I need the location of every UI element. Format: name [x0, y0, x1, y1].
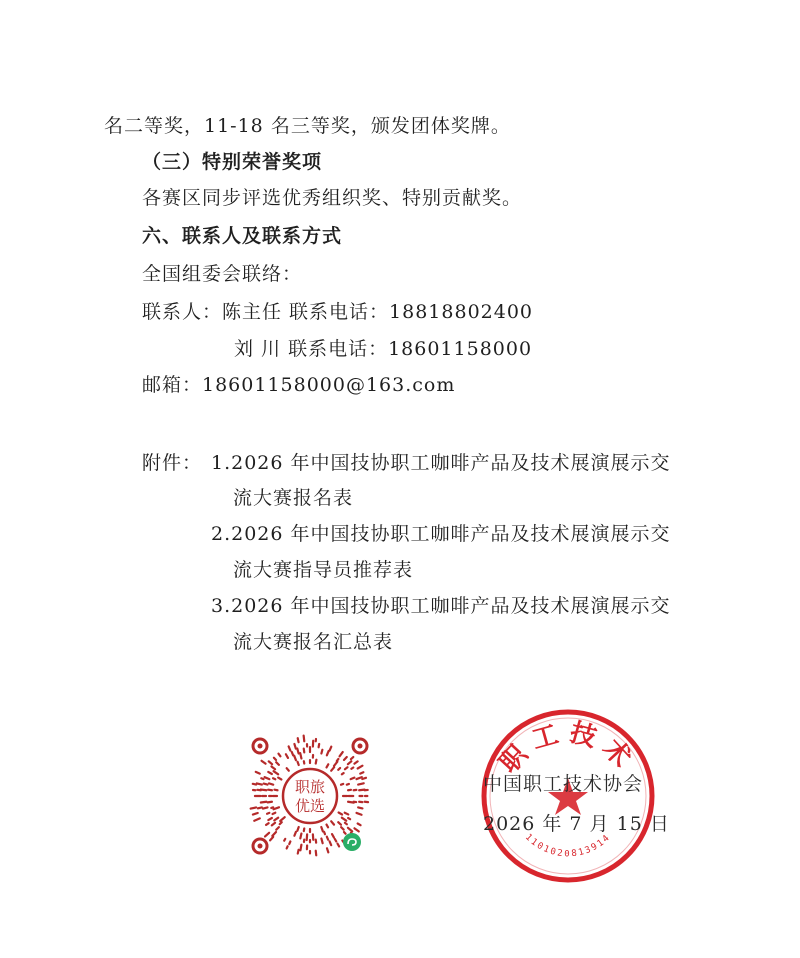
- qr-code-ray: [335, 839, 337, 842]
- qr-code-ray: [269, 761, 272, 764]
- qr-code-ray: [257, 783, 262, 784]
- qr-code-ray: [253, 784, 256, 785]
- qr-code-ray: [316, 760, 317, 764]
- qr-code-ray: [327, 764, 329, 767]
- qr-code-ray: [271, 766, 275, 769]
- qr-code-ray: [276, 762, 279, 765]
- qr-code-ray: [258, 807, 262, 808]
- qr-code-ray: [324, 832, 325, 834]
- qr-code-ray: [341, 827, 344, 830]
- qr-code-ray: [339, 813, 342, 815]
- qr-code-ray: [298, 850, 299, 854]
- qr-code-ray: [344, 832, 346, 834]
- official-seal: [478, 706, 658, 886]
- qr-code-ray: [269, 783, 273, 784]
- qr-code-ray: [344, 757, 347, 760]
- attachment-item-1-line1: 1.2026 年中国技协职工咖啡产品及技术展演展示交: [211, 452, 671, 474]
- qr-code-ray: [345, 767, 348, 769]
- qr-code-ray: [331, 767, 334, 771]
- qr-code-ray: [300, 845, 301, 851]
- qr-code-ray: [300, 753, 301, 758]
- attachment-item-2-line2: 流大赛指导员推荐表: [233, 559, 414, 581]
- contact-email: 邮箱：18601158000@163.com: [142, 374, 456, 396]
- qr-code-ray: [274, 807, 279, 809]
- qr-code-ray: [280, 817, 285, 821]
- qr-code-ray: [274, 790, 277, 791]
- qr-finder-dot: [358, 744, 363, 749]
- qr-code-ray: [330, 747, 332, 751]
- qr-code-ray: [292, 752, 293, 755]
- qr-code-ray: [253, 813, 258, 815]
- qr-code-ray: [354, 761, 357, 763]
- qr-code-ray: [265, 833, 269, 837]
- qr-code-ray: [287, 768, 289, 771]
- qr-code-ray: [321, 827, 323, 831]
- qr-code-ray: [334, 762, 337, 766]
- qr-code-ray: [274, 818, 278, 821]
- qr-code-ray: [280, 822, 282, 824]
- seal-serial-number: 1101020813914: [522, 832, 614, 860]
- qr-code-ray: [341, 784, 343, 785]
- qr-code-ray: [358, 766, 363, 769]
- attachment-item-2-line1: 2.2026 年中国技协职工咖啡产品及技术展演展示交: [211, 523, 671, 545]
- qr-code-ray: [268, 818, 272, 820]
- committee-contact-label: 全国组委会联络：: [142, 263, 303, 285]
- qr-code-ray: [272, 832, 276, 836]
- qr-code-ray: [300, 834, 301, 839]
- qr-code-ray: [268, 772, 272, 774]
- qr-code-ray: [330, 841, 332, 845]
- qr-code-ray: [331, 821, 334, 824]
- qr-code-ray: [278, 754, 280, 757]
- qr-code-ray: [286, 754, 288, 758]
- qr-code-ray: [274, 771, 279, 774]
- qr-code-ray: [327, 837, 328, 840]
- qr-code-ray: [298, 738, 299, 742]
- qr-code-ray: [256, 772, 260, 774]
- qr-code-ray: [327, 825, 329, 828]
- qr-code-ray: [340, 752, 343, 756]
- qr-code-ray: [278, 778, 281, 780]
- qr-code-ray: [263, 807, 267, 808]
- qr-code-ray: [272, 823, 275, 826]
- qr-code-ray: [271, 807, 273, 808]
- qr-code-ray: [270, 837, 273, 840]
- mini-program-qr-code[interactable]: [248, 734, 372, 858]
- qr-code-ray: [357, 777, 362, 779]
- qr-code-ray: [273, 813, 276, 814]
- qr-code-ray: [276, 827, 279, 830]
- qr-code-ray: [266, 823, 269, 825]
- qr-code-ray: [267, 813, 269, 814]
- qr-code-ray: [360, 772, 363, 773]
- seal-top-text: 职工技术: [494, 717, 642, 780]
- qr-code-ray: [351, 757, 353, 759]
- qr-code-ray: [358, 824, 361, 826]
- qr-badge-text-top: 职旅: [294, 778, 326, 796]
- qr-code-ray: [262, 761, 266, 764]
- qr-code-ray: [338, 822, 341, 825]
- qr-code-ray: [348, 761, 351, 764]
- qr-code-ray: [294, 832, 296, 836]
- special-awards-text: 各赛区同步评选优秀组织奖、特别贡献奖。: [142, 187, 523, 209]
- attachments-label: 附件：: [142, 452, 203, 474]
- signature-date: 2026 年 7 月 15 日: [483, 813, 670, 835]
- qr-finder-dot: [258, 744, 263, 749]
- qr-code-ray: [289, 746, 291, 750]
- qr-finder-dot: [258, 844, 263, 849]
- qr-code-ray: [354, 828, 358, 831]
- qr-code-ray: [348, 828, 352, 832]
- qr-code-ray: [261, 778, 263, 779]
- attachment-item-1-line2: 流大赛报名表: [233, 487, 354, 509]
- qr-code-ray: [268, 790, 272, 791]
- qr-badge-text-bottom: 优选: [294, 797, 326, 815]
- qr-code-ray: [254, 818, 259, 820]
- qr-code-ray: [358, 783, 364, 784]
- qr-code-ray: [348, 818, 350, 819]
- qr-code-ray: [304, 736, 305, 742]
- qr-code-ray: [342, 773, 344, 774]
- qr-code-ray: [274, 758, 276, 760]
- qr-code-ray: [327, 751, 329, 755]
- qr-code-ray: [297, 827, 298, 831]
- qr-code-ray: [273, 778, 275, 779]
- qr-code-ray: [321, 839, 322, 844]
- qr-code-ray: [264, 784, 268, 785]
- section-heading-contacts: 六、联系人及联系方式: [142, 225, 343, 247]
- qr-code-ray: [294, 744, 295, 749]
- qr-code-ray: [289, 841, 290, 844]
- qr-code-ray: [261, 802, 267, 803]
- qr-code-ray: [338, 844, 340, 847]
- qr-code-ray: [294, 756, 296, 760]
- qr-code-ray: [342, 818, 346, 821]
- qr-code-ray: [357, 813, 362, 815]
- qr-code-ray: [327, 848, 328, 852]
- contact-person-1: 联系人：陈主任 联系电话：18818802400: [142, 301, 534, 323]
- qr-code-ray: [347, 784, 349, 785]
- qr-code-ray: [345, 823, 347, 824]
- section-heading-special-awards: （三）特别荣誉奖项: [142, 151, 323, 173]
- qr-code-ray: [265, 777, 270, 779]
- qr-code-ray: [297, 749, 298, 754]
- qr-code-ray: [321, 750, 322, 754]
- qr-code-ray: [251, 807, 257, 808]
- qr-code-ray: [351, 778, 355, 780]
- signature-organization: 中国职工技术协会: [483, 773, 644, 795]
- qr-code-ray: [284, 839, 285, 841]
- qr-code-ray: [338, 768, 340, 770]
- qr-code-ray: [362, 778, 366, 779]
- attachment-item-3-line2: 流大赛报名汇总表: [233, 631, 394, 653]
- award-text-line: 名二等奖，11-18 名三等奖，颁发团体奖牌。: [104, 115, 511, 137]
- svg-text:1101020813914: [523, 832, 613, 859]
- qr-code-ray: [268, 802, 272, 803]
- wechat-mini-program-icon: [343, 833, 361, 851]
- contact-person-2: 刘 川 联系电话：18601158000: [234, 338, 533, 360]
- qr-code-ray: [351, 768, 353, 769]
- qr-code-ray: [337, 759, 339, 761]
- qr-code-ray: [287, 846, 288, 848]
- qr-code-ray: [332, 834, 334, 837]
- qr-code-ray: [358, 807, 362, 808]
- qr-code-ray: [298, 762, 299, 765]
- qr-code-ray: [319, 744, 320, 747]
- attachment-item-3-line1: 3.2026 年中国技协职工咖啡产品及技术展演展示交: [211, 595, 671, 617]
- qr-code-ray: [345, 813, 349, 815]
